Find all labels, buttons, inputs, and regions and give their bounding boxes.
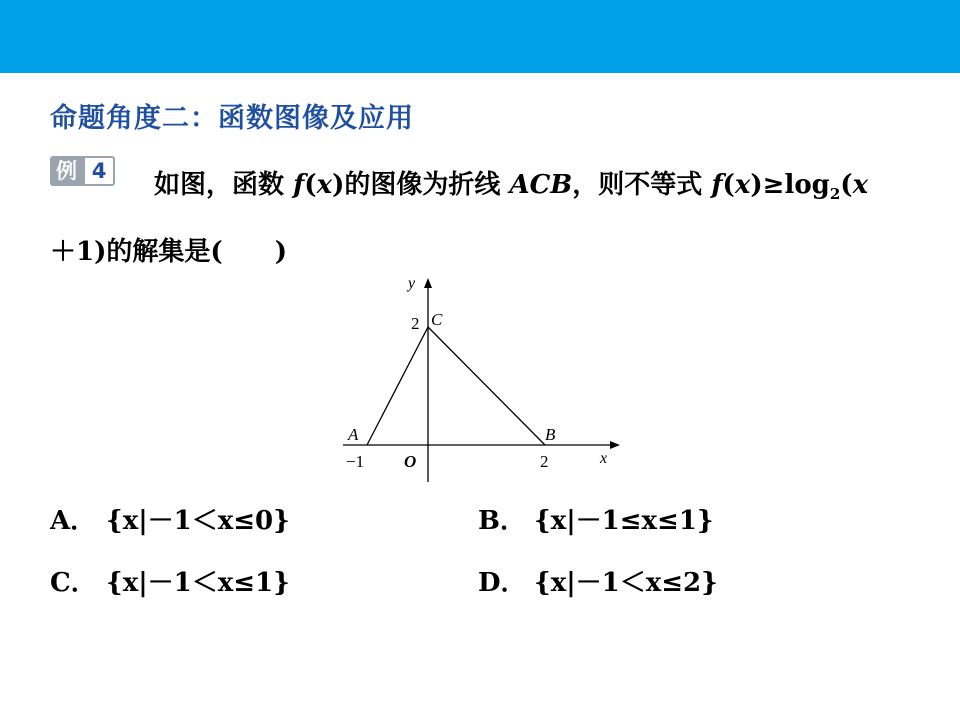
top-banner (0, 0, 960, 73)
option-c-text: {x|－1＜x≤1} (106, 568, 290, 598)
option-c-letter: C． (50, 568, 97, 598)
tick-label-2-y: 2 (411, 314, 420, 333)
tick-label-2-x: 2 (540, 452, 549, 471)
option-b-text: {x|－1≤x≤1} (534, 506, 714, 536)
option-a-text: {x|－1＜x≤0} (106, 506, 290, 536)
option-b-letter: B． (478, 506, 526, 536)
option-a[interactable] (50, 500, 290, 537)
option-b[interactable] (478, 500, 714, 537)
origin-label: O (404, 452, 417, 471)
section-title: 命题角度二：函数图像及应用 (50, 103, 414, 134)
option-a-letter: A． (50, 506, 97, 536)
question-text: 如图，函数 f(x)的图像为折线 ACB，则不等式 $f(x)\ge\log_2(x$ ＋1)的解集是( ) (50, 170, 869, 268)
segment-ac (367, 327, 428, 445)
point-a-label: A (348, 425, 359, 444)
point-c-label: C (431, 310, 443, 329)
x-axis-arrow (610, 441, 620, 449)
badge-number: 4 (83, 156, 115, 186)
y-axis-label: y (408, 275, 416, 292)
option-d-text: {x|－1＜x≤2} (534, 568, 718, 598)
tick-label-minus1: −1 (346, 452, 365, 471)
x-axis-label: x (600, 450, 608, 467)
point-b-label: B (545, 425, 556, 444)
option-d[interactable] (478, 562, 718, 599)
badge-label: 例 (50, 156, 83, 186)
y-axis-arrow (424, 278, 432, 288)
option-c[interactable] (50, 562, 290, 599)
function-graph (338, 270, 628, 490)
option-d-letter: D． (478, 568, 527, 598)
segment-cb (428, 327, 545, 445)
